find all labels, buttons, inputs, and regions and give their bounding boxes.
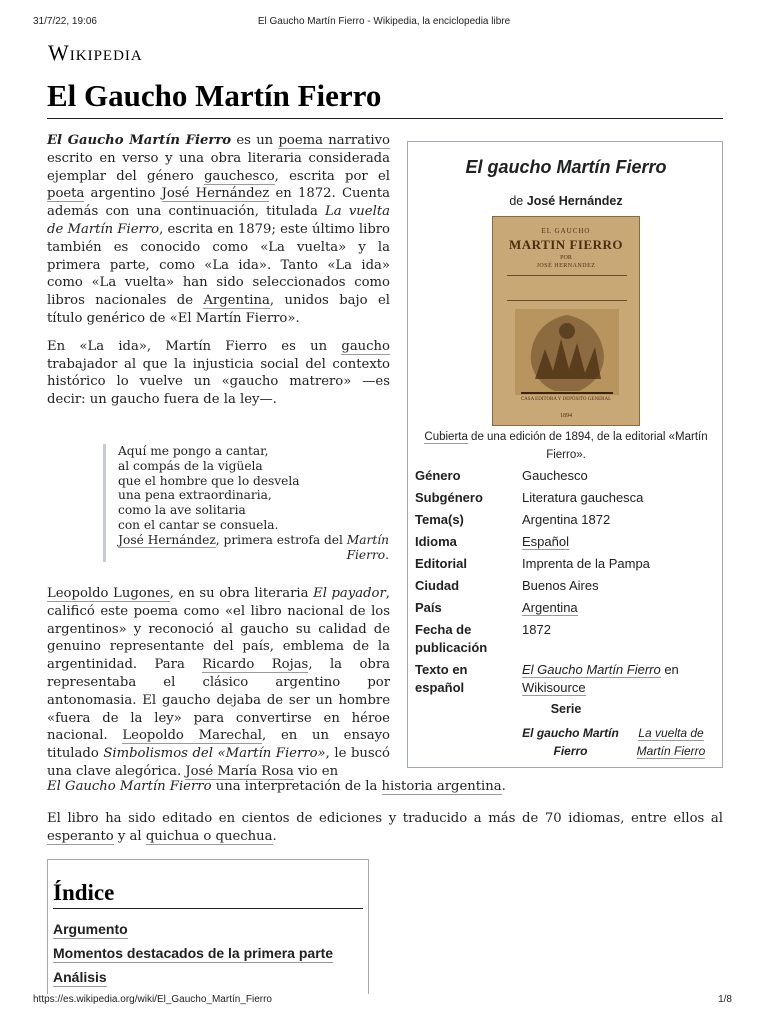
row-label: Fecha de publicación	[415, 622, 488, 655]
body-paragraph-4-wrap	[47, 810, 723, 846]
italic-text: La vuelta de Martín Fierro	[47, 204, 390, 237]
inline-link[interactable]: gaucho	[341, 338, 390, 354]
body-paragraph-3-tail	[47, 778, 723, 796]
infobox	[407, 141, 723, 768]
text-run: .	[385, 547, 389, 562]
inline-link[interactable]: historia argentina	[381, 779, 502, 794]
author-link[interactable]: José Hernández	[526, 194, 623, 208]
inline-link[interactable]: Ricardo Rojas	[202, 657, 309, 673]
lead-title: El Gaucho Martín Fierro	[47, 133, 232, 148]
print-page-title: El Gaucho Martín Fierro - Wikipedia, la enciclopedia libre	[257, 16, 511, 27]
poem-line: una pena extraordinaria,	[118, 488, 272, 503]
cover-engraving	[515, 309, 619, 395]
text-run: , le buscó una clave alegórica.	[47, 746, 390, 779]
print-url: https://es.wikipedia.org/wiki/El_Gaucho_Martín_Fierro	[33, 994, 272, 1005]
text-run: , en un ensayo titulado	[47, 728, 390, 762]
cover-line-4: JOSÉ HERNANDEZ	[536, 263, 596, 269]
poem-attribution	[118, 533, 389, 563]
row-value: Argentina 1872	[522, 512, 611, 527]
pais-link[interactable]: Argentina	[522, 600, 578, 615]
poem-lines	[118, 444, 389, 533]
cover-line-3: POR	[560, 255, 572, 261]
text-run: en 1872. Cuenta además con una continuación, titulada	[47, 186, 390, 220]
body-column	[47, 585, 390, 781]
poem-line: que el hombre que lo desvela	[118, 473, 300, 488]
italic-text: Martín Fierro	[346, 532, 389, 562]
idioma-link[interactable]: Español	[522, 534, 569, 549]
cover-line-2: MARTIN FIERRO	[508, 237, 624, 252]
author-prefix: de	[509, 194, 524, 208]
text-run: y al	[113, 828, 146, 844]
infobox-title: El gaucho Martín Fierro	[465, 157, 667, 177]
cover-line-1: EL GAUCHO	[541, 227, 591, 235]
italic-text: El payador	[313, 586, 386, 601]
text-run: , primera estrofa del	[215, 532, 347, 547]
print-page-number: 1/8	[718, 994, 732, 1005]
row-label: Editorial	[415, 556, 468, 571]
cover-line-6: 1894	[560, 413, 572, 419]
toc-item-momentos[interactable]: Momentos destacados de la primera parte	[53, 945, 334, 961]
inline-link[interactable]: esperanto	[47, 828, 114, 844]
row-value: Literatura gauchesca	[522, 490, 644, 505]
text-run: es un	[231, 133, 279, 148]
inline-link[interactable]: quichua o quechua	[145, 828, 273, 844]
body-paragraph-3	[47, 585, 390, 781]
toc-title: Índice	[53, 880, 363, 909]
inline-link[interactable]: Leopoldo Lugones	[47, 586, 170, 601]
row-label: Subgénero	[415, 490, 483, 505]
row-value: Imprenta de la Pampa	[522, 556, 650, 571]
page-title: El Gaucho Martín Fierro	[47, 78, 723, 119]
serie-header: Serie	[550, 702, 582, 716]
cover-caption	[414, 428, 718, 464]
text-run: , escrita en 1879; este último libro también es conocido como «La vuelta» y la primera parte, como «La ida». Tanto «La ida» como «La vuelta» han sido seleccionados como libros nacionales de	[47, 221, 391, 309]
poem-line: con el cantar se consuela.	[118, 517, 279, 532]
wikisource-title-link[interactable]: El Gaucho Martín Fierro	[522, 662, 661, 677]
italic-text: Simbolismos del «Martín Fierro»	[103, 746, 326, 762]
toc-item-argumento[interactable]: Argumento	[53, 921, 128, 937]
infobox-author	[408, 194, 724, 208]
paragraph-3-end	[47, 778, 723, 796]
poem-line: Aquí me pongo a cantar,	[118, 444, 269, 458]
inline-link[interactable]: poema narrativo	[278, 133, 390, 148]
text-run: argentino	[84, 186, 162, 202]
text-run: vio en	[293, 763, 339, 779]
wikisource-link[interactable]: Wikisource	[522, 680, 586, 695]
intro-paragraph-2	[47, 338, 390, 409]
inline-link[interactable]: poeta	[47, 186, 85, 202]
table-of-contents	[47, 859, 369, 994]
inline-link[interactable]: Argentina	[203, 293, 270, 309]
row-value: Gauchesco	[522, 468, 588, 483]
body-paragraph-4	[47, 810, 723, 846]
italic-text: El Gaucho Martín Fierro	[47, 779, 212, 794]
wikipedia-wordmark: Wikipedia	[48, 40, 143, 65]
text-run: de una edición de 1894, de la editorial «Martín Fierro».	[467, 431, 708, 461]
poem-line: al compás de la vigüela	[118, 458, 263, 473]
text-run: escrito en verso y una obra literaria considerada ejemplar del género	[47, 150, 390, 184]
cover-line-5: CASA EDITORA Y DEPÓSITO GENERAL	[520, 397, 612, 402]
inline-link[interactable]: Leopoldo Marechal	[122, 728, 263, 744]
inline-link[interactable]: José Hernández	[118, 532, 216, 547]
text-run: , en su obra literaria	[169, 586, 314, 601]
serie-current: El gaucho Martín Fierro	[522, 726, 619, 758]
text-run: El libro ha sido editado en cientos de ediciones y traducido a más de 70 idiomas, entre ellos al	[47, 811, 723, 826]
toc-item-analisis[interactable]: Análisis	[53, 969, 107, 985]
serie-next-cell	[631, 724, 711, 760]
cover-rules	[507, 275, 627, 301]
row-label: Ciudad	[415, 578, 460, 593]
text-run: , calificó este poema como «el libro nacional de los argentinos» y reconoció al gaucho su calidad de genuino representante del país, emblema de la argentinidad. Para	[47, 586, 390, 673]
intro-paragraph-1	[47, 132, 390, 328]
row-value: 1872	[522, 622, 551, 637]
texto-mid: en	[660, 662, 679, 677]
inline-link[interactable]: José Hernández	[161, 186, 270, 202]
row-label: País	[415, 600, 442, 615]
text-run: .	[501, 779, 506, 794]
row-label: Idioma	[415, 534, 457, 549]
row-value: Buenos Aires	[522, 578, 599, 593]
text-run: una interpretación de la	[211, 779, 382, 794]
text-run: .	[272, 828, 277, 844]
inline-link[interactable]: José María Rosa	[185, 763, 294, 779]
text-run: , la obra representaba el clásico argentino por antonomasia. El gaucho dejaba de ser un hombre «fuera de la ley» para convertirse en héroe nacional.	[47, 657, 390, 744]
row-label: Tema(s)	[415, 512, 464, 527]
wikipedia-logo[interactable]	[48, 40, 143, 66]
text-run: trabajador al que la injusticia social del contexto histórico lo vuelve un «gaucho matrero» —es decir: un gaucho fuera de la ley—.	[47, 356, 390, 408]
text-run: , unidos bajo el título genérico de «El Martín Fierro».	[47, 293, 390, 326]
poem-line: como la ave solitaria	[118, 503, 246, 518]
print-datetime: 31/7/22, 19:06	[33, 16, 97, 27]
row-label: Género	[415, 468, 461, 483]
inline-link[interactable]: Cubierta	[424, 431, 468, 443]
inline-link[interactable]: gauchesco	[204, 168, 275, 184]
book-cover-image[interactable]	[492, 216, 640, 426]
intro-column	[47, 132, 390, 419]
serie-next-link[interactable]: La vuelta de Martín Fierro	[636, 726, 706, 758]
poem-quote	[103, 444, 389, 562]
row-label: Texto en español	[415, 662, 468, 695]
text-run: , escrita por el	[274, 168, 390, 184]
text-run: En «La ida», Martín Fierro es un	[47, 338, 342, 354]
